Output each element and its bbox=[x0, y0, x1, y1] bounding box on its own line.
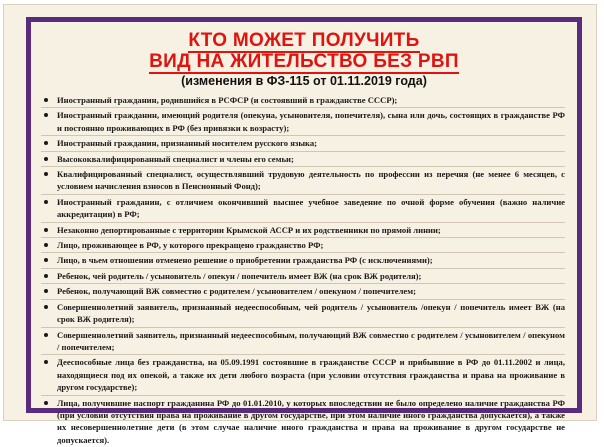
title-line-2 bbox=[31, 51, 577, 72]
bullet-icon bbox=[44, 360, 48, 364]
list-item-text: Совершеннолетний заявитель, признанный недееспособным, получающий ВЖ совместно с родителем / усыновителем / опекуном / попечителем; bbox=[57, 329, 565, 352]
bullet-icon bbox=[44, 228, 48, 232]
list-item-text: Лица, получившие паспорт гражданина РФ до 01.01.2010, у которых впоследствии не было определено наличие гражданства РФ (при условии отсутствия права на проживание в другом государстве, при этом наличие иного гражданства допускается), а также их несовершеннолетние дети (в этом случае наличие иного гражданства и права на проживание в другом государстве не допускается). bbox=[57, 397, 565, 445]
list-item-text: Дееспособные лица без гражданства, на 05.09.1991 состоявшие в гражданстве СССР и прибывшие в РФ до 01.11.2002 и лица, находящиеся под их опекой, а также их дети любого возраста (при условии отсутствия гражданства и права на проживание в другом государстве); bbox=[57, 357, 565, 393]
bullet-icon bbox=[44, 258, 48, 262]
list-item bbox=[41, 239, 565, 253]
list-item-text: Иностранный гражданин, признанный носителем русского языка; bbox=[57, 138, 318, 149]
list-item bbox=[41, 356, 565, 395]
bullet-icon bbox=[44, 243, 48, 247]
bullet-icon bbox=[44, 141, 48, 145]
list-item-text: Иностранный гражданин, с отличием окончивший высшее учебное заведение по очной форме обучения (важно наличие аккредитации) в РФ; bbox=[57, 196, 565, 220]
list-item bbox=[41, 285, 565, 299]
list-item-text: Ребенок, чей родитель / усыновитель / опекун / попечитель имеет ВЖ (на срок ВЖ родителя); bbox=[57, 270, 422, 281]
title-line-1 bbox=[31, 30, 577, 51]
bullet-icon bbox=[44, 333, 48, 337]
list-item bbox=[41, 254, 565, 268]
list-item bbox=[41, 270, 565, 284]
bullet-icon bbox=[44, 200, 48, 204]
list-item-text: Иностранный гражданин, родившийся в РСФСР (и состоявший в гражданстве СССР); bbox=[57, 95, 398, 105]
bullet-icon bbox=[44, 305, 48, 309]
bullet-icon bbox=[44, 98, 48, 102]
criteria-list bbox=[31, 94, 577, 447]
bullet-icon bbox=[44, 172, 48, 176]
list-item bbox=[41, 153, 565, 167]
list-item bbox=[41, 168, 565, 195]
list-item bbox=[41, 137, 565, 151]
title-text-2: ВИД НА ЖИТЕЛЬСТВО БЕЗ РВП bbox=[149, 51, 459, 72]
heading bbox=[31, 30, 577, 88]
list-item bbox=[41, 301, 565, 328]
list-item-text: Иностранный гражданин, имеющий родителя (опекуна, усыновителя, попечителя), сына или дочь, состоящих в гражданстве РФ и постоянно проживающих в РФ (без привязки к возрасту); bbox=[57, 110, 565, 133]
bullet-icon bbox=[44, 113, 48, 117]
list-item-text: Незаконно депортированные с территории Крымской АССР и их родственники по прямой линии; bbox=[57, 224, 441, 235]
bullet-icon bbox=[44, 274, 48, 278]
list-item bbox=[41, 94, 565, 108]
list-item bbox=[41, 224, 565, 238]
list-item bbox=[41, 329, 565, 356]
list-item-text: Квалифицированный специалист, осуществлявший трудовую деятельность по профессии из перечня (не менее 6 месяцев, с условием начисления взносов в Пенсионный Фонд); bbox=[57, 169, 565, 192]
bullet-icon bbox=[44, 289, 48, 293]
bullet-icon bbox=[44, 157, 48, 161]
list-item-text: Ребенок, получающий ВЖ совместно с родителем / усыновителем / опекуном / попечителем; bbox=[57, 286, 416, 297]
list-item-text: Высококвалифицированный специалист и члены его семьи; bbox=[57, 153, 294, 164]
title-text-1: КТО МОЖЕТ ПОЛУЧИТЬ bbox=[188, 30, 420, 51]
list-item bbox=[41, 109, 565, 136]
list-item-text: Лицо, в чьем отношении отменено решение о приобретении гражданства РФ (с исключениями); bbox=[57, 255, 433, 266]
list-item-text: Совершеннолетний заявитель, признанный недееспособным, чей родитель / усыновитель /опекун / попечитель имеет ВЖ (на срок ВЖ родителя); bbox=[57, 301, 565, 325]
list-item bbox=[41, 397, 565, 447]
poster-frame bbox=[26, 17, 582, 445]
bullet-icon bbox=[44, 401, 48, 405]
poster bbox=[3, 4, 597, 445]
list-item bbox=[41, 196, 565, 223]
list-item-text: Лицо, проживающее в РФ, у которого прекращено гражданство РФ; bbox=[57, 240, 324, 251]
subtitle: (изменения в ФЗ-115 от 01.11.2019 года) bbox=[181, 74, 427, 88]
